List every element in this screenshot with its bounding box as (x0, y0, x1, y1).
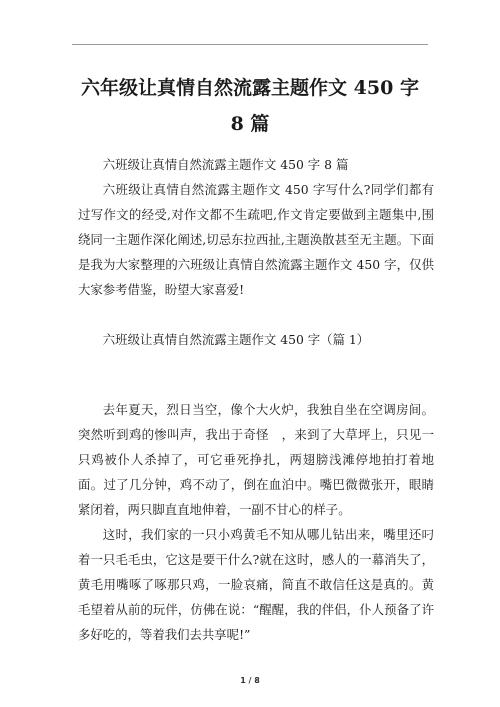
paragraph-subtitle: 六班级让真情自然流露主题作文 450 字 8 篇 (102, 157, 349, 172)
header-divider (72, 44, 428, 45)
document-body (78, 152, 434, 647)
spacer (78, 377, 434, 397)
spacer (78, 302, 434, 327)
document-title: 六年级让真情自然流露主题作文 450 字 8 篇 (81, 77, 419, 135)
spacer (78, 352, 434, 377)
section-heading: 六班级让真情自然流露主题作文 450 字（篇 1） (102, 332, 370, 347)
paragraph-body: 去年夏天，烈日当空，像个大火炉，我独自坐在空调房间。突然听到鸡的惨叫声，我出于奇怪 ，来到了大草坪上，只见一只鸡被仆人杀掉了，可它垂死挣扎，两翅膀浅滩停地拍打着地面。过了几分钟，鸡不动了，倒在血泊中。嘴巴微微张开，眼睛紧闭着，两只脚直直地伸着，一副不甘心的样子。 (78, 402, 434, 517)
paragraph-body: 这时，我们家的一只小鸡黄毛不知从哪儿钻出来，嘴里还叼着一只毛毛虫，它这是要干什么?就在这时，感人的一幕消失了，黄毛用嘴啄了啄那只鸡，一脸哀痛，简直不敢信任这是真的。黄毛望着从前的玩伴，仿佛在说：“醒醒，我的伴侣，仆人预备了许多好吃的，等着我们去共享呢!” (78, 527, 434, 642)
page-indicator: 1 / 8 (240, 676, 260, 685)
paragraph-intro: 六班级让真情自然流露主题作文 450 字写什么?同学们都有过写作文的经受,对作文都不生疏吧,作文肯定要做到主题集中,围绕同一主题作深化阐述,切忌东拉西扯,主题涣散甚至无主题。下面是我为大家整理的六班级让真情自然流露主题作文 450 字，仅供大家参考借鉴，盼望大家喜爱! (78, 182, 434, 297)
